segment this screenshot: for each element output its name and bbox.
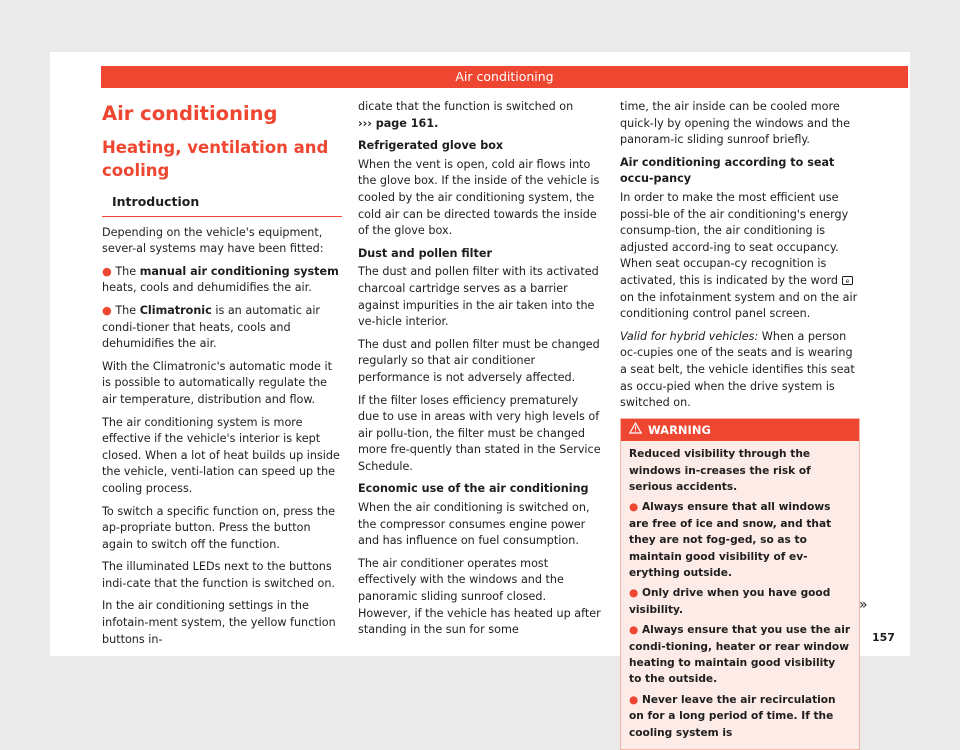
bullet-icon: ● xyxy=(102,303,112,317)
page-title: Air conditioning xyxy=(102,102,278,125)
column-2 xyxy=(358,99,602,645)
subheading-economic-use: Economic use of the air conditioning xyxy=(358,482,589,496)
paragraph: In order to make the most efficient use possi-ble of the air conditioning's energy consump-tion, the air conditioning is adjusted accord-ing to seat occupancy. When seat occupan-cy recognition is activated, this is indicated by the word e on the infotainment system and on the air conditioning control panel screen. xyxy=(620,190,858,321)
bullet-manual-ac: ● The manual air conditioning system heats, cools and dehumidifies the air. xyxy=(102,264,339,295)
bullet-icon: ● xyxy=(102,264,112,278)
column-3 xyxy=(620,99,860,750)
paragraph: dicate that the function is switched on ››› page 161. xyxy=(358,100,574,130)
warning-lead: Reduced visibility through the windows in-creases the risk of serious accidents. xyxy=(629,448,811,493)
paragraph: In the air conditioning settings in the infotain-ment system, the yellow function buttons in- xyxy=(102,599,336,646)
warning-box xyxy=(620,418,860,750)
paragraph: With the Climatronic's automatic mode it is possible to automatically regulate the air temperature, distribution and flow. xyxy=(102,359,332,406)
bullet-climatronic: ● The Climatronic is an automatic air condi-tioner that heats, cools and dehumidifies the air. xyxy=(102,303,321,351)
subheading-glove-box: Refrigerated glove box xyxy=(358,139,504,153)
paragraph: The dust and pollen filter with its activated charcoal cartridge serves as a barrier against impurities in the air taken into the ve-hicle interior. xyxy=(358,265,599,329)
subsection-title: Introduction xyxy=(112,194,200,209)
paragraph: The air conditioner operates most effectively with the windows and the panoramic sliding sunroof closed. However, if the vehicle has heated up after standing in the sun for some xyxy=(358,556,601,637)
eco-icon xyxy=(842,274,853,283)
warning-bullet: ● Always ensure that you use the air condi-tioning, heater or rear window heating to maintain good visibility to the outside. xyxy=(629,624,851,686)
paragraph: The air conditioning system is more effective if the vehicle's interior is kept closed. When a lot of heat builds up inside the vehicle, venti-lation can speed up the cooling process. xyxy=(102,415,340,495)
warning-header xyxy=(621,419,859,441)
svg-text:e: e xyxy=(845,277,849,285)
paragraph: The illuminated LEDs next to the buttons indi-cate that the function is switched on. xyxy=(102,560,335,590)
warning-bullet: ● Never leave the air recirculation on for a long period of time. If the cooling system is xyxy=(629,693,836,739)
bullet-icon: ● xyxy=(629,587,639,600)
paragraph: If the filter loses efficiency prematurely due to use in areas with very high levels of air pollu-tion, the filter must be changed more fre-quently than stated in the Service Schedule. xyxy=(358,393,601,473)
warning-body xyxy=(621,441,859,749)
bullet-icon: ● xyxy=(629,501,639,514)
continued-arrow-icon: » xyxy=(859,597,868,613)
section-header: Air conditioning xyxy=(101,66,908,88)
warning-bullet: ● Only drive when you have good visibility. xyxy=(629,587,831,616)
subheading-filter: Dust and pollen filter xyxy=(358,246,492,260)
bullet-icon: ● xyxy=(629,624,639,637)
paragraph: Valid for hybrid vehicles: When a person oc-cupies one of the seats and is wearing a seat belt, the vehicle identifies this seat as occu-pied when the drive system is switched on. xyxy=(620,329,855,410)
subheading-seat-occupancy: Air conditioning according to seat occu-pancy xyxy=(620,155,835,186)
paragraph: When the vent is open, cold air flows into the glove box. If the inside of the vehicle is cooled by the air conditioning system, the cold air can be directed towards the inside of the glove box. xyxy=(358,157,600,238)
warning-bullet: ● Always ensure that all windows are free of ice and snow, and that they are not fog-ged, so as to maintain good visibility of ev-erything outside. xyxy=(629,501,832,579)
section-title: Heating, ventilation and cooling xyxy=(102,138,329,180)
warning-title: WARNING xyxy=(648,422,711,437)
page-number: 157 xyxy=(872,631,895,644)
page-reference-link[interactable]: ››› page 161. xyxy=(358,116,439,130)
paragraph: time, the air inside can be cooled more quick-ly by opening the windows and the panoram-ic sliding sunroof briefly. xyxy=(620,100,851,147)
warning-triangle-icon xyxy=(629,422,642,438)
paragraph: To switch a specific function on, press the ap-propriate button. Press the button again to switch off the function. xyxy=(102,504,336,551)
subsection-heading xyxy=(102,194,342,217)
bullet-icon: ● xyxy=(629,693,639,706)
intro-text: Depending on the vehicle's equipment, sever-al systems may have been fitted: xyxy=(102,225,324,256)
column-1 xyxy=(102,100,342,654)
manual-page xyxy=(50,52,910,739)
paragraph: The dust and pollen filter must be changed regularly so that air conditioner performance is not adversely affected. xyxy=(358,337,600,384)
paragraph: When the air conditioning is switched on, the compressor consumes engine power and has influence on fuel consumption. xyxy=(358,501,590,548)
